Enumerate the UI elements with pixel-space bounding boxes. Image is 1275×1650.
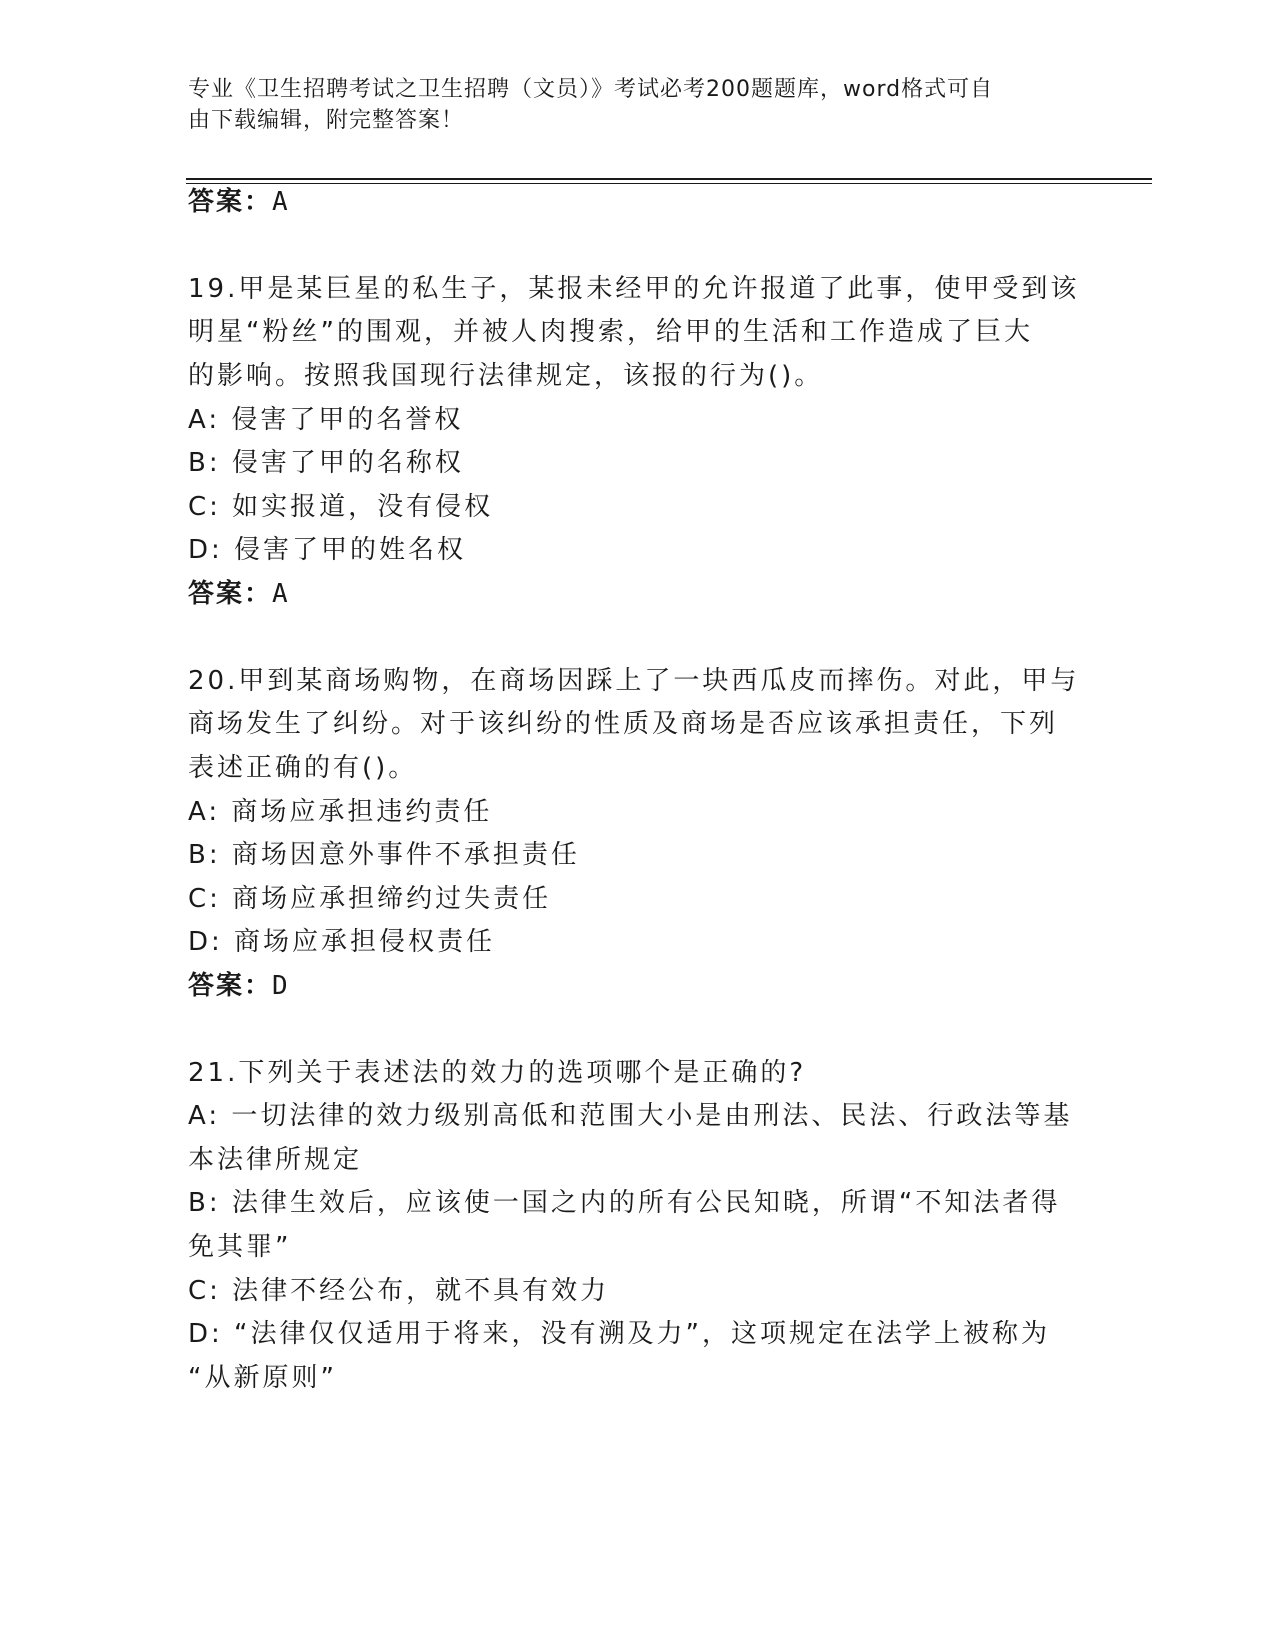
answer-line [188,185,290,219]
question-stem-line: 的影响。按照我国现行法律规定，该报的行为()。 [188,361,824,391]
option-a: A: 一切法律的效力级别高低和范围大小是由刑法、民法、行政法等基 [188,1101,1073,1131]
answer-line [188,577,290,611]
answer-label: 答案： [188,187,273,217]
answer-label: 答案： [188,579,273,609]
option-c: C: 商场应承担缔约过失责任 [188,884,552,914]
question-stem-line: 商场发生了纠纷。对于该纠纷的性质及商场是否应该承担责任，下列 [188,709,1059,739]
answer-value: A [272,187,290,217]
option-d: D: 侵害了甲的姓名权 [188,535,467,565]
question-stem-line: 19.甲是某巨星的私生子，某报未经甲的允许报道了此事，使甲受到该 [188,274,1080,304]
question-stem-line: 明星“粉丝”的围观，并被人肉搜索，给甲的生活和工作造成了巨大 [188,317,1033,347]
option-c: C: 如实报道，没有侵权 [188,492,494,522]
option-b: B: 法律生效后，应该使一国之内的所有公民知晓，所谓“不知法者得 [188,1188,1061,1218]
option-d-cont: “从新原则” [188,1363,337,1393]
option-b: B: 侵害了甲的名称权 [188,448,464,478]
option-d: D: “法律仅仅适用于将来，没有溯及力”，这项规定在法学上被称为 [188,1319,1050,1349]
question-stem-line: 20.甲到某商场购物，在商场因踩上了一块西瓜皮而摔伤。对此，甲与 [188,666,1080,696]
header-rule-thick [186,178,1152,180]
header-line-2: 由下载编辑，附完整答案！ [188,108,465,133]
answer-line [188,969,290,1003]
option-b-cont: 免其罪” [188,1232,292,1262]
question-stem-line: 21.下列关于表述法的效力的选项哪个是正确的? [188,1058,807,1088]
question-stem-line: 表述正确的有()。 [188,753,418,783]
document-header [188,74,1068,136]
header-line-1: 专业《卫生招聘考试之卫生招聘（文员）》考试必考200题题库，word格式可自 [188,77,994,102]
answer-value: A [272,579,290,609]
answer-value: D [272,971,290,1001]
option-a: A: 商场应承担违约责任 [188,797,493,827]
option-a: A: 侵害了甲的名誉权 [188,405,464,435]
option-b: B: 商场因意外事件不承担责任 [188,840,580,870]
option-a-cont: 本法律所规定 [188,1145,363,1175]
answer-label: 答案： [188,971,273,1001]
option-d: D: 商场应承担侵权责任 [188,927,496,957]
option-c: C: 法律不经公布，就不具有效力 [188,1276,610,1306]
header-rule-thin [186,183,1152,184]
